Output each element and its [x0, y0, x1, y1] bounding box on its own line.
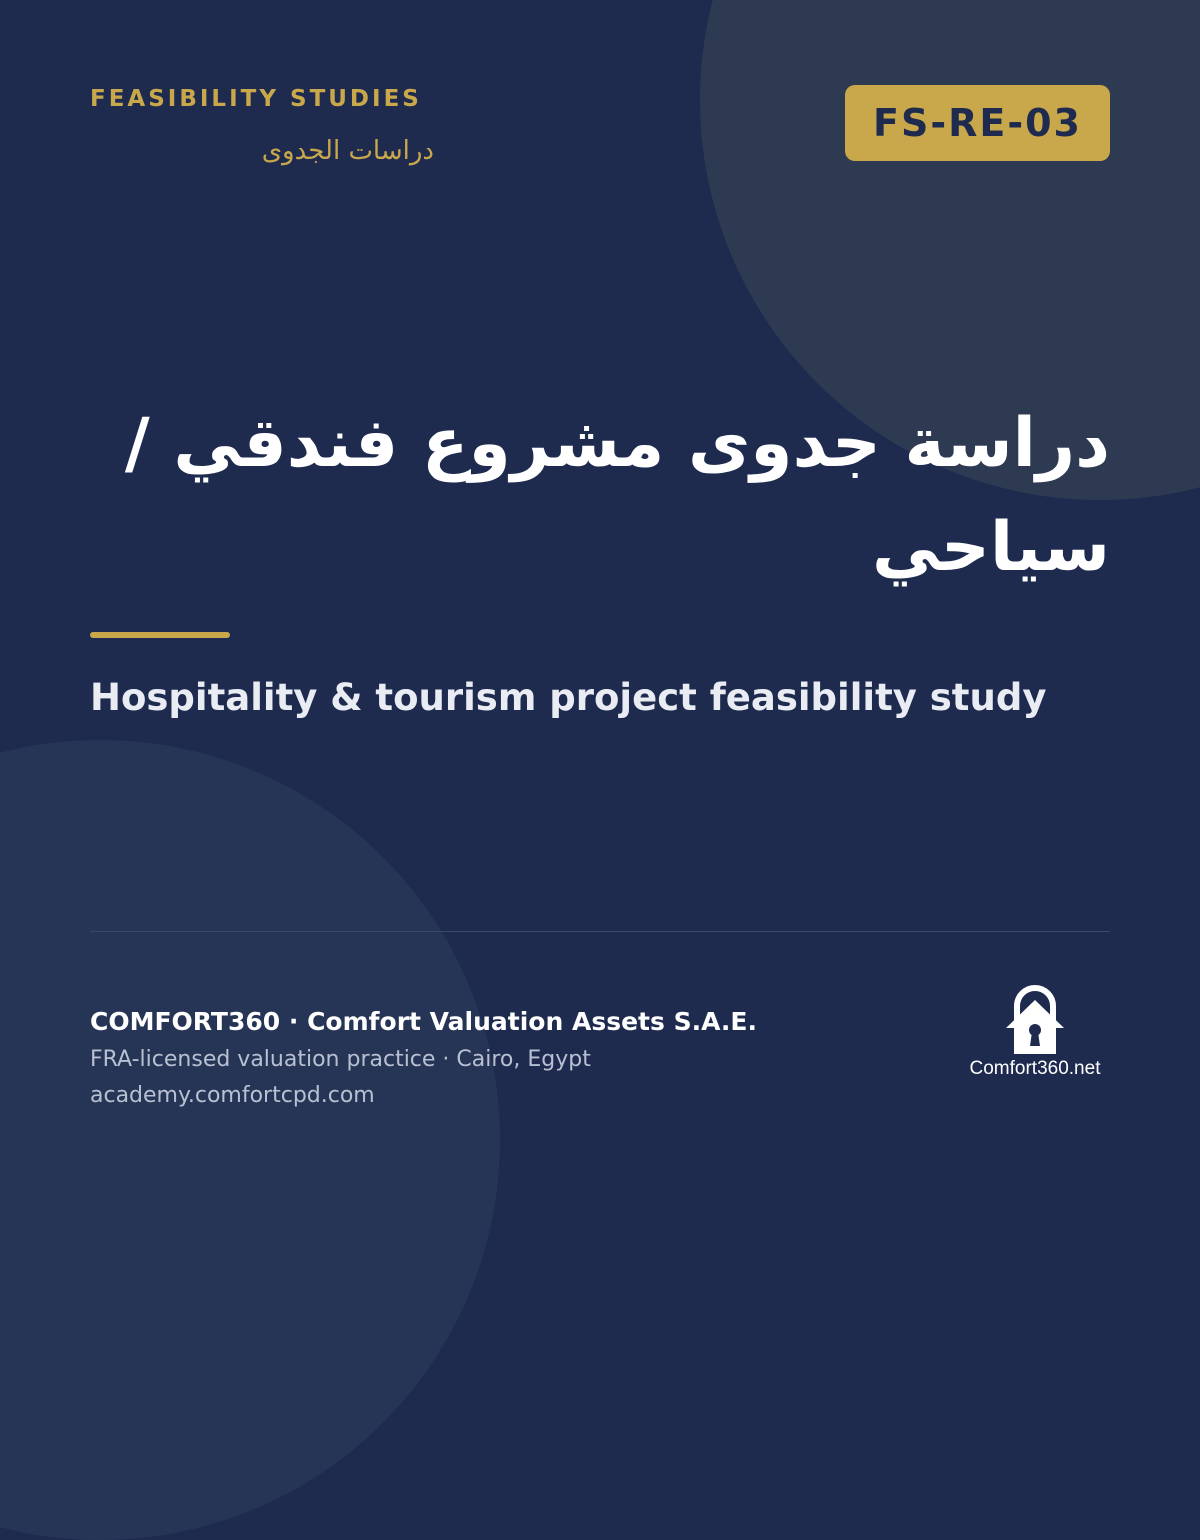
category-label-arabic: دراسات الجدوى: [261, 136, 434, 166]
page-subtitle: Hospitality & tourism project feasibility study: [90, 676, 1047, 719]
logo-text: Comfort360.net: [969, 1058, 1101, 1079]
footer-divider: [90, 931, 1110, 932]
page-title-arabic: دراسة جدوى مشروع فندقي / سياحي: [124, 404, 1110, 587]
footer-company: COMFORT360 · Comfort Valuation Assets S.A.E.: [90, 1007, 757, 1036]
category-label: FEASIBILITY STUDIES: [90, 86, 422, 112]
house-lock-icon: [1004, 984, 1066, 1056]
footer-website: academy.comfortcpd.com: [90, 1083, 375, 1108]
code-badge: [845, 85, 1110, 161]
footer-tagline: FRA-licensed valuation practice · Cairo, Egypt: [90, 1047, 591, 1072]
decorative-circle-bottom: [0, 740, 500, 1540]
accent-divider: [90, 632, 230, 638]
brand-logo: [960, 984, 1110, 1084]
code-badge-text: FS-RE-03: [873, 101, 1082, 145]
